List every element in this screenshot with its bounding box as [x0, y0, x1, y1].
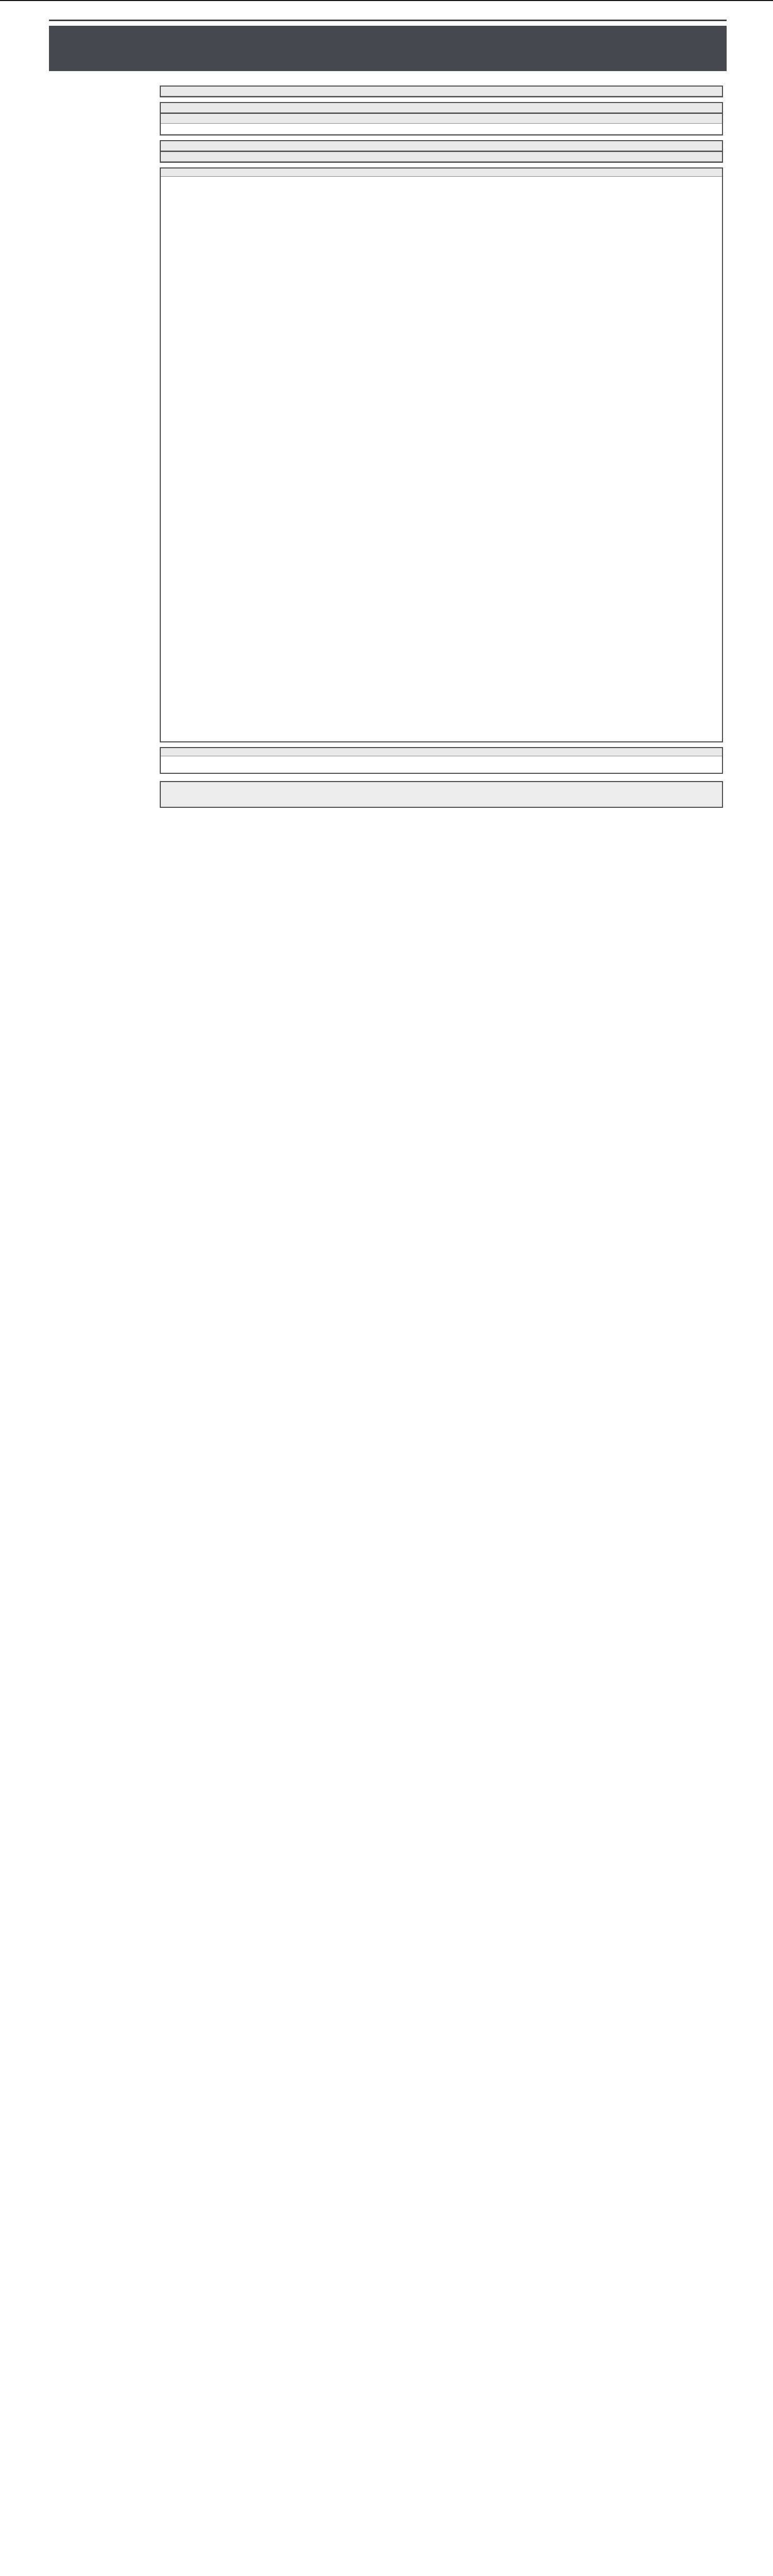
section-notice	[160, 167, 723, 742]
detail-header	[161, 141, 722, 151]
accident-header	[161, 113, 722, 124]
car-damage-diagrams	[161, 124, 722, 134]
top-border	[0, 0, 773, 1]
overall-header	[161, 103, 722, 113]
notice-body	[161, 177, 722, 741]
document-content	[160, 86, 723, 816]
section-photos	[160, 747, 723, 774]
signature-section	[160, 781, 723, 808]
photos-header	[161, 748, 722, 756]
section-page3	[160, 140, 723, 163]
etc-header	[161, 151, 722, 162]
basic-info-header	[161, 87, 722, 96]
inspection-photos	[161, 756, 722, 773]
divider	[49, 20, 727, 21]
section-basic-info	[160, 86, 723, 97]
notice-header	[161, 168, 722, 177]
title-band	[49, 26, 727, 71]
section-page2	[160, 102, 723, 135]
